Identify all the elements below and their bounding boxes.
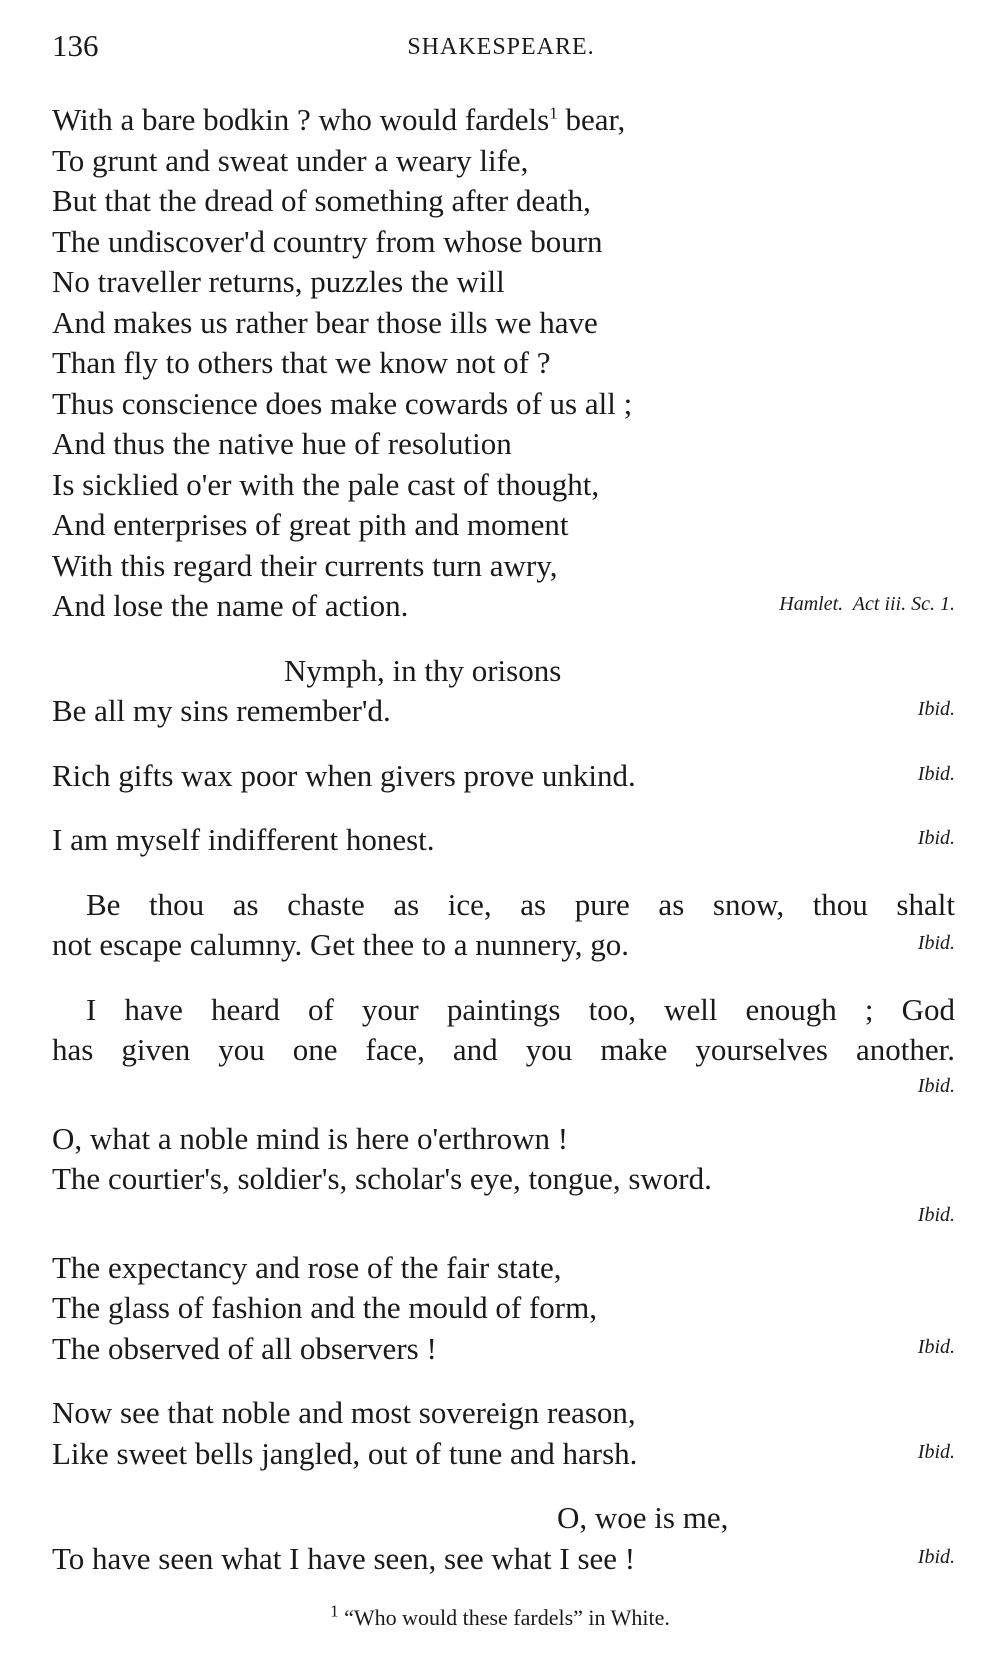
verse-line: Than fly to others that we know not of ? <box>52 345 551 380</box>
citation: Ibid. <box>917 1545 955 1568</box>
page-number: 136 <box>52 28 99 63</box>
verse-line: Thus conscience does make cowards of us all ; <box>52 385 633 421</box>
page-body <box>52 100 955 1603</box>
verse-line: Like sweet bells jangled, out of tune and harsh. Ibid. <box>52 1434 955 1475</box>
prose-line: not escape calumny. Get thee to a nunnery, go. Ibid. <box>52 925 955 966</box>
quote-passage-2 <box>52 651 955 732</box>
verse-line: O, woe is me, <box>557 1500 729 1535</box>
quote-passage-6 <box>52 990 955 1101</box>
verse-line: Be all my sins remember'd. Ibid. <box>52 691 955 732</box>
verse-line: O, what a noble mind is here o'erthrown ! <box>52 1120 569 1156</box>
quote-passage-1 <box>52 100 955 627</box>
verse-line: And enterprises of great pith and moment <box>52 507 569 542</box>
citation: Ibid. <box>917 932 955 954</box>
verse-line: And lose the name of action. Hamlet. Act iii. Sc. 1. <box>52 586 955 627</box>
footnote-text: “Who would these fardels” in White. <box>338 1605 670 1630</box>
quote-passage-3 <box>52 756 955 797</box>
verse-line: I am myself indifferent honest. Ibid. <box>52 820 955 861</box>
verse-line: Now see that noble and most sovereign reason, <box>52 1395 636 1430</box>
verse-line: And makes us rather bear those ills we have <box>52 304 598 340</box>
citation: Ibid. <box>917 1440 955 1463</box>
citation: Ibid. <box>917 827 955 849</box>
prose-line: has given you one face, and you make yourselves another. <box>52 1032 955 1067</box>
footnote-marker: 1 <box>330 1601 339 1621</box>
verse-line: But that the dread of something after death, <box>52 183 591 218</box>
verse-line: The observed of all observers ! Ibid. <box>52 1329 955 1370</box>
quote-passage-4 <box>52 820 955 861</box>
verse-line: The glass of fashion and the mould of form, <box>52 1290 597 1325</box>
footnote-marker: 1 <box>549 103 558 123</box>
verse-line: The undiscover'd country from whose bourn <box>52 223 603 259</box>
verse-line: No traveller returns, puzzles the will <box>52 264 505 299</box>
footnote <box>0 1601 1000 1631</box>
citation: Ibid. <box>917 1203 955 1226</box>
verse-line: To have seen what I have seen, see what I see ! Ibid. <box>52 1539 955 1580</box>
verse-line: To grunt and sweat under a weary life, <box>52 142 529 178</box>
verse-line: The courtier's, soldier's, scholar's eye, tongue, sword. <box>52 1161 712 1196</box>
citation: Ibid. <box>917 1074 955 1097</box>
verse-line: With a bare bodkin ? who would fardels$^1$ bear, <box>52 102 626 137</box>
prose-line: I have heard of your paintings too, well enough ; God <box>86 991 955 1027</box>
running-head: SHAKESPEARE. <box>407 34 595 60</box>
page-header <box>52 28 950 68</box>
verse-line: With this regard their currents turn awry, <box>52 547 558 583</box>
quote-passage-9 <box>52 1393 955 1474</box>
quote-passage-8 <box>52 1248 955 1370</box>
prose-line: Be thou as chaste as ice, as pure as snow, thou shalt <box>86 886 955 922</box>
citation: Ibid. <box>917 1335 955 1358</box>
quote-passage-7 <box>52 1119 955 1230</box>
quote-passage-5 <box>52 885 955 966</box>
quote-passage-10 <box>52 1498 955 1579</box>
verse-line: Nymph, in thy orisons <box>284 652 562 688</box>
verse-line: Is sicklied o'er with the pale cast of thought, <box>52 466 600 502</box>
citation: Ibid. <box>917 762 955 785</box>
citation: Ibid. <box>917 698 955 720</box>
verse-line: And thus the native hue of resolution <box>52 426 512 461</box>
citation: Hamlet. Act iii. Sc. 1. <box>779 593 955 615</box>
verse-line: The expectancy and rose of the fair state, <box>52 1249 562 1285</box>
verse-line: Rich gifts wax poor when givers prove unkind. Ibid. <box>52 756 955 797</box>
